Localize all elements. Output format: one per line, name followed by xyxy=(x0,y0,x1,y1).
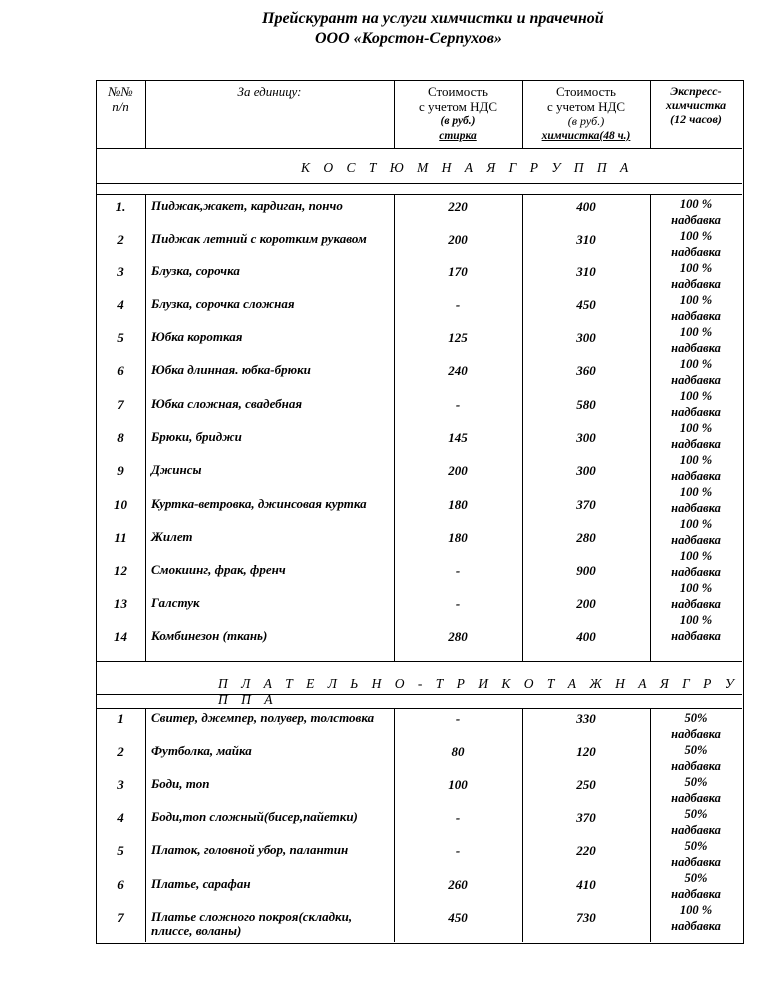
row-number: 4 xyxy=(117,297,124,312)
express-surcharge: надбавка xyxy=(671,727,721,741)
group-title-dress: П Л А Т Е Л Ь Н О - Т Р И К О Т А Ж Н А Я Г Р У П П А xyxy=(218,676,739,707)
row-number: 8 xyxy=(117,430,124,445)
header-line: Стоимость xyxy=(556,84,616,99)
express-surcharge: 100 % xyxy=(679,517,713,531)
express-surcharge: 50% xyxy=(684,711,708,725)
row-number: 2 xyxy=(117,232,124,247)
row-dry-price: 300 xyxy=(576,330,596,345)
grid-line xyxy=(96,708,742,709)
express-surcharge: 100 % xyxy=(679,903,713,917)
header-line: стирка xyxy=(439,130,477,142)
express-surcharge: 50% xyxy=(684,871,708,885)
row-wash-price: 100 xyxy=(448,777,468,792)
row-number: 3 xyxy=(117,777,124,792)
express-surcharge: 100 % xyxy=(679,485,713,499)
row-wash-price: 80 xyxy=(451,744,465,759)
express-surcharge: надбавка xyxy=(671,597,721,611)
header-number-line: п/п xyxy=(112,99,129,114)
row-number: 3 xyxy=(117,264,124,279)
express-surcharge: 50% xyxy=(684,839,708,853)
row-number: 11 xyxy=(114,530,127,545)
row-item-name: Жилет xyxy=(151,529,193,544)
row-item-name: Блузка, сорочка сложная xyxy=(151,296,295,311)
row-dry-price: 370 xyxy=(576,497,596,512)
row-item-name: Брюки, бриджи xyxy=(151,429,242,444)
row-dry-price: 250 xyxy=(576,777,596,792)
row-dry-price: 310 xyxy=(576,264,596,279)
group-title-suit: К О С Т Ю М Н А Я Г Р У П П А xyxy=(301,160,634,175)
express-surcharge: 100 % xyxy=(679,389,713,403)
express-surcharge: надбавка xyxy=(671,565,721,579)
express-surcharge: надбавка xyxy=(671,887,721,901)
row-dry-price: 310 xyxy=(576,232,596,247)
express-surcharge: надбавка xyxy=(671,373,721,387)
express-surcharge: надбавка xyxy=(671,791,721,805)
row-dry-price: 370 xyxy=(576,810,596,825)
row-number: 5 xyxy=(117,330,124,345)
row-item-name: Куртка-ветровка, джинсовая куртка xyxy=(151,496,367,511)
row-dry-price: 410 xyxy=(576,877,596,892)
express-surcharge: 50% xyxy=(684,807,708,821)
express-surcharge: 100 % xyxy=(679,581,713,595)
header-line: с учетом НДС xyxy=(547,99,625,114)
row-dry-price: 580 xyxy=(576,397,596,412)
express-column-suit xyxy=(650,196,742,644)
row-item-name: Юбка короткая xyxy=(151,329,243,344)
grid-line xyxy=(145,194,146,661)
row-dry-price: 730 xyxy=(576,910,596,925)
header-line: Экспресс- xyxy=(670,84,722,98)
row-number: 12 xyxy=(114,563,127,578)
header-line: (в руб.) xyxy=(440,115,476,127)
row-dry-price: 300 xyxy=(576,430,596,445)
row-number: 7 xyxy=(117,397,124,412)
row-item-name: Свитер, джемпер, полувер, толстовка xyxy=(151,710,375,725)
row-dry-price: 400 xyxy=(576,629,596,644)
header-number xyxy=(96,84,145,114)
row-wash-price: 180 xyxy=(448,497,468,512)
row-item-name: Футболка, майка xyxy=(151,743,252,758)
row-item-name: Пиджак,жакет, кардиган, пончо xyxy=(151,198,343,213)
row-wash-price: - xyxy=(455,711,461,726)
express-surcharge: 100 % xyxy=(679,421,713,435)
row-wash-price: 170 xyxy=(448,264,468,279)
row-item-name: Галстук xyxy=(151,595,200,610)
express-surcharge: 100 % xyxy=(679,261,713,275)
row-wash-price: 200 xyxy=(448,463,468,478)
row-wash-price: - xyxy=(455,810,461,825)
company-name: ООО «Корстон-Серпухов» xyxy=(315,30,502,47)
express-surcharge: надбавка xyxy=(671,437,721,451)
row-number: 10 xyxy=(114,497,127,512)
row-number: 9 xyxy=(117,463,124,478)
express-surcharge: надбавка xyxy=(671,823,721,837)
row-number: 2 xyxy=(117,744,124,759)
row-dry-price: 450 xyxy=(576,297,596,312)
row-dry-price: 280 xyxy=(576,530,596,545)
express-surcharge: 100 % xyxy=(679,357,713,371)
express-surcharge: надбавка xyxy=(671,277,721,291)
header-number-line: №№ xyxy=(108,84,133,99)
express-surcharge: надбавка xyxy=(671,213,721,227)
express-surcharge: надбавка xyxy=(671,469,721,483)
express-surcharge: надбавка xyxy=(671,309,721,323)
row-dry-price: 120 xyxy=(576,744,596,759)
express-surcharge: надбавка xyxy=(671,341,721,355)
grid-line xyxy=(145,708,146,942)
row-item-name: Боди, топ xyxy=(151,776,210,791)
row-item-name: Юбка сложная, свадебная xyxy=(151,396,303,411)
row-dry-price: 400 xyxy=(576,199,596,214)
header-wash-cost xyxy=(394,84,522,144)
row-number: 1. xyxy=(115,199,126,214)
row-number: 4 xyxy=(117,810,124,825)
header-line: (в руб.) xyxy=(567,114,605,128)
header-dry-cost xyxy=(522,84,650,144)
row-dry-price: 220 xyxy=(576,843,596,858)
row-wash-price: - xyxy=(455,297,461,312)
row-dry-price: 200 xyxy=(576,596,596,611)
row-item-name: Комбинезон (ткань) xyxy=(151,628,268,643)
express-surcharge: 100 % xyxy=(679,197,713,211)
row-number: 1 xyxy=(117,711,124,726)
header-line: химчистка xyxy=(665,98,727,112)
row-dry-price: 330 xyxy=(576,711,596,726)
row-dry-price: 360 xyxy=(576,363,596,378)
row-item-name: Юбка длинная. юбка-брюки xyxy=(151,362,311,377)
header-line: химчистка(48 ч.) xyxy=(541,130,631,142)
express-surcharge: надбавка xyxy=(671,405,721,419)
row-wash-price: 280 xyxy=(448,629,468,644)
row-number: 6 xyxy=(117,877,124,892)
express-surcharge: 100 % xyxy=(679,325,713,339)
row-number: 6 xyxy=(117,363,124,378)
express-surcharge: 100 % xyxy=(679,229,713,243)
header-express xyxy=(650,84,742,126)
row-wash-price: - xyxy=(455,843,461,858)
grid-line xyxy=(96,694,742,695)
row-item-name: Пиджак летний с коротким рукавом xyxy=(151,231,367,246)
row-number: 7 xyxy=(117,910,124,925)
row-wash-price: 145 xyxy=(448,430,468,445)
row-item-name: Блузка, сорочка xyxy=(151,263,240,278)
row-item-name: Джинсы xyxy=(151,462,202,477)
express-surcharge: надбавка xyxy=(671,501,721,515)
row-number: 13 xyxy=(114,596,127,611)
row-item-name: Боди,топ сложный(бисер,пайетки) xyxy=(151,809,358,824)
express-surcharge: надбавка xyxy=(671,855,721,869)
header-unit: За единицу: xyxy=(237,84,302,99)
row-wash-price: - xyxy=(455,563,461,578)
row-wash-price: 260 xyxy=(448,877,468,892)
row-wash-price: - xyxy=(455,397,461,412)
express-surcharge: надбавка xyxy=(671,919,721,933)
express-surcharge: 100 % xyxy=(679,613,713,627)
grid-line xyxy=(96,194,742,195)
row-wash-price: 200 xyxy=(448,232,468,247)
express-surcharge: 100 % xyxy=(679,293,713,307)
grid-line xyxy=(96,148,742,149)
row-item-name: Платье сложного покроя(складки, плиссе, воланы) xyxy=(151,909,353,938)
row-number: 14 xyxy=(114,629,127,644)
document-title: Прейскурант на услуги химчистки и прачечной xyxy=(262,10,604,27)
express-surcharge: надбавка xyxy=(671,533,721,547)
express-surcharge: 100 % xyxy=(679,453,713,467)
express-surcharge: надбавка xyxy=(671,759,721,773)
express-surcharge: 50% xyxy=(684,775,708,789)
header-line: Стоимость xyxy=(428,84,488,99)
grid-line xyxy=(96,183,742,184)
row-wash-price: 125 xyxy=(448,330,468,345)
header-line: с учетом НДС xyxy=(419,99,497,114)
express-surcharge: надбавка xyxy=(671,629,721,643)
row-wash-price: 220 xyxy=(448,199,468,214)
row-wash-price: 450 xyxy=(448,910,468,925)
row-wash-price: 240 xyxy=(448,363,468,378)
row-item-name: Смокиинг, фрак, френч xyxy=(151,562,286,577)
row-item-name: Платок, головной убор, палантин xyxy=(151,842,349,857)
row-dry-price: 300 xyxy=(576,463,596,478)
grid-line xyxy=(96,661,742,662)
express-surcharge: 50% xyxy=(684,743,708,757)
row-dry-price: 900 xyxy=(576,563,596,578)
express-surcharge: надбавка xyxy=(671,245,721,259)
express-column-dress xyxy=(650,710,742,934)
row-wash-price: 180 xyxy=(448,530,468,545)
express-surcharge: 100 % xyxy=(679,549,713,563)
row-wash-price: - xyxy=(455,596,461,611)
row-item-name: Платье, сарафан xyxy=(151,876,251,891)
row-number: 5 xyxy=(117,843,124,858)
header-line: (12 часов) xyxy=(670,112,722,126)
